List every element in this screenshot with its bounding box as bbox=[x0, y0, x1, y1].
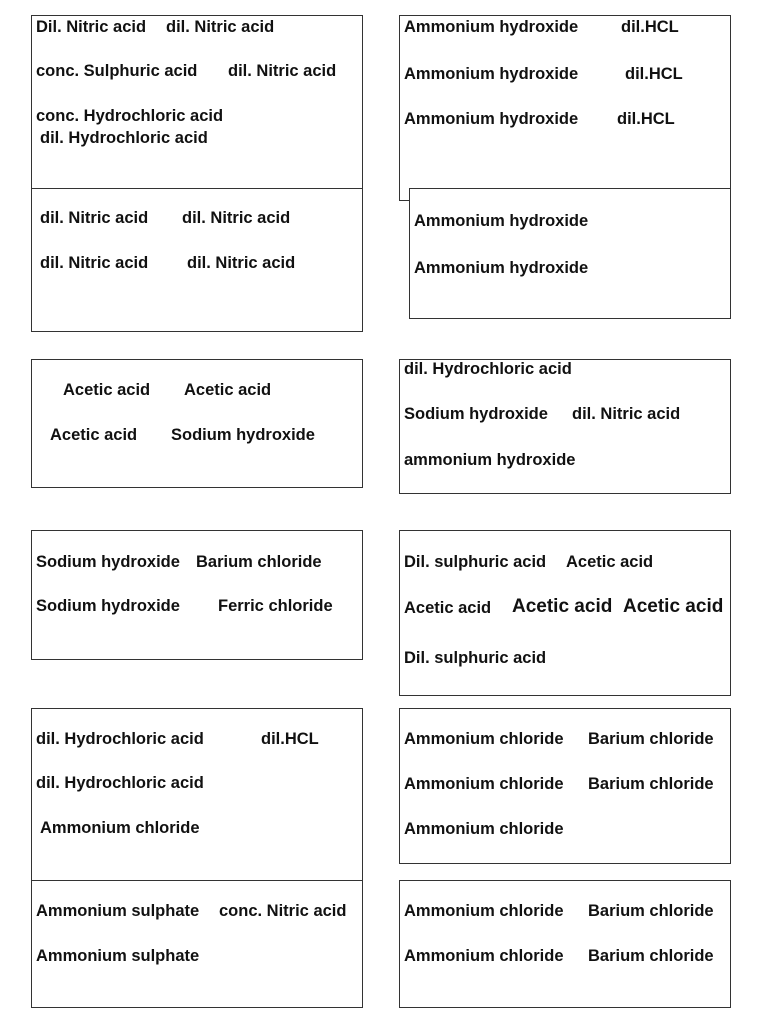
label-text: Dil. sulphuric acid bbox=[404, 649, 547, 667]
label-text: conc. Sulphuric acid bbox=[36, 62, 198, 80]
label-text: Dil. sulphuric acid bbox=[404, 553, 547, 571]
label-text: Ammonium chloride bbox=[404, 775, 564, 793]
label-text: Ammonium hydroxide bbox=[414, 212, 589, 230]
label-text: Ammonium hydroxide bbox=[404, 18, 579, 36]
label-text: Ammonium chloride bbox=[404, 902, 564, 920]
label-text: dil. Nitric acid bbox=[40, 209, 149, 227]
label-text: Ferric chloride bbox=[218, 597, 333, 615]
label-card-12 bbox=[399, 880, 731, 1008]
label-text: dil. Hydrochloric acid bbox=[36, 774, 204, 792]
label-text: dil. Nitric acid bbox=[182, 209, 291, 227]
label-text: dil.HCL bbox=[261, 730, 319, 748]
label-text: Ammonium chloride bbox=[40, 819, 200, 837]
label-text: Barium chloride bbox=[588, 730, 714, 748]
label-text: dil. Nitric acid bbox=[228, 62, 337, 80]
label-card-6 bbox=[399, 359, 731, 494]
label-text: Acetic acid bbox=[63, 381, 151, 399]
label-text: dil.HCL bbox=[625, 65, 683, 83]
label-text: dil. Hydrochloric acid bbox=[40, 129, 208, 147]
label-text: conc. Hydrochloric acid bbox=[36, 107, 224, 125]
label-text: Ammonium chloride bbox=[404, 820, 564, 838]
label-text: dil. Hydrochloric acid bbox=[404, 360, 572, 378]
label-text: dil. Hydrochloric acid bbox=[36, 730, 204, 748]
label-card-5 bbox=[31, 359, 363, 488]
label-text: Acetic acid bbox=[184, 381, 272, 399]
label-text: Barium chloride bbox=[588, 947, 714, 965]
label-card-11 bbox=[31, 880, 363, 1008]
label-text: Acetic acid bbox=[50, 426, 138, 444]
label-text: Acetic acid bbox=[623, 596, 724, 617]
label-text: Sodium hydroxide bbox=[171, 426, 315, 444]
label-text: Ammonium chloride bbox=[404, 947, 564, 965]
label-card-3 bbox=[399, 15, 731, 201]
label-card-4 bbox=[409, 188, 731, 319]
label-text: dil. Nitric acid bbox=[572, 405, 681, 423]
label-text: dil.HCL bbox=[621, 18, 679, 36]
label-text: Sodium hydroxide bbox=[404, 405, 548, 423]
label-text: Ammonium sulphate bbox=[36, 902, 200, 920]
label-text: Ammonium sulphate bbox=[36, 947, 200, 965]
label-text: dil. Nitric acid bbox=[166, 18, 275, 36]
label-text: ammonium hydroxide bbox=[404, 451, 576, 469]
label-text: Sodium hydroxide bbox=[36, 597, 180, 615]
label-text: dil.HCL bbox=[617, 110, 675, 128]
label-text: Acetic acid bbox=[566, 553, 654, 571]
label-text: Barium chloride bbox=[588, 902, 714, 920]
label-text: Ammonium chloride bbox=[404, 730, 564, 748]
label-text: Acetic acid bbox=[404, 599, 492, 617]
label-text: dil. Nitric acid bbox=[40, 254, 149, 272]
label-text: Acetic acid bbox=[512, 596, 613, 617]
label-card-7 bbox=[31, 530, 363, 660]
label-text: Dil. Nitric acid bbox=[36, 18, 147, 36]
label-text: Ammonium hydroxide bbox=[404, 110, 579, 128]
label-text: Ammonium hydroxide bbox=[404, 65, 579, 83]
label-card-1 bbox=[31, 15, 363, 189]
label-text: conc. Nitric acid bbox=[219, 902, 347, 920]
label-text: Barium chloride bbox=[196, 553, 322, 571]
label-text: Ammonium hydroxide bbox=[414, 259, 589, 277]
label-text: dil. Nitric acid bbox=[187, 254, 296, 272]
label-text: Sodium hydroxide bbox=[36, 553, 180, 571]
label-text: Barium chloride bbox=[588, 775, 714, 793]
